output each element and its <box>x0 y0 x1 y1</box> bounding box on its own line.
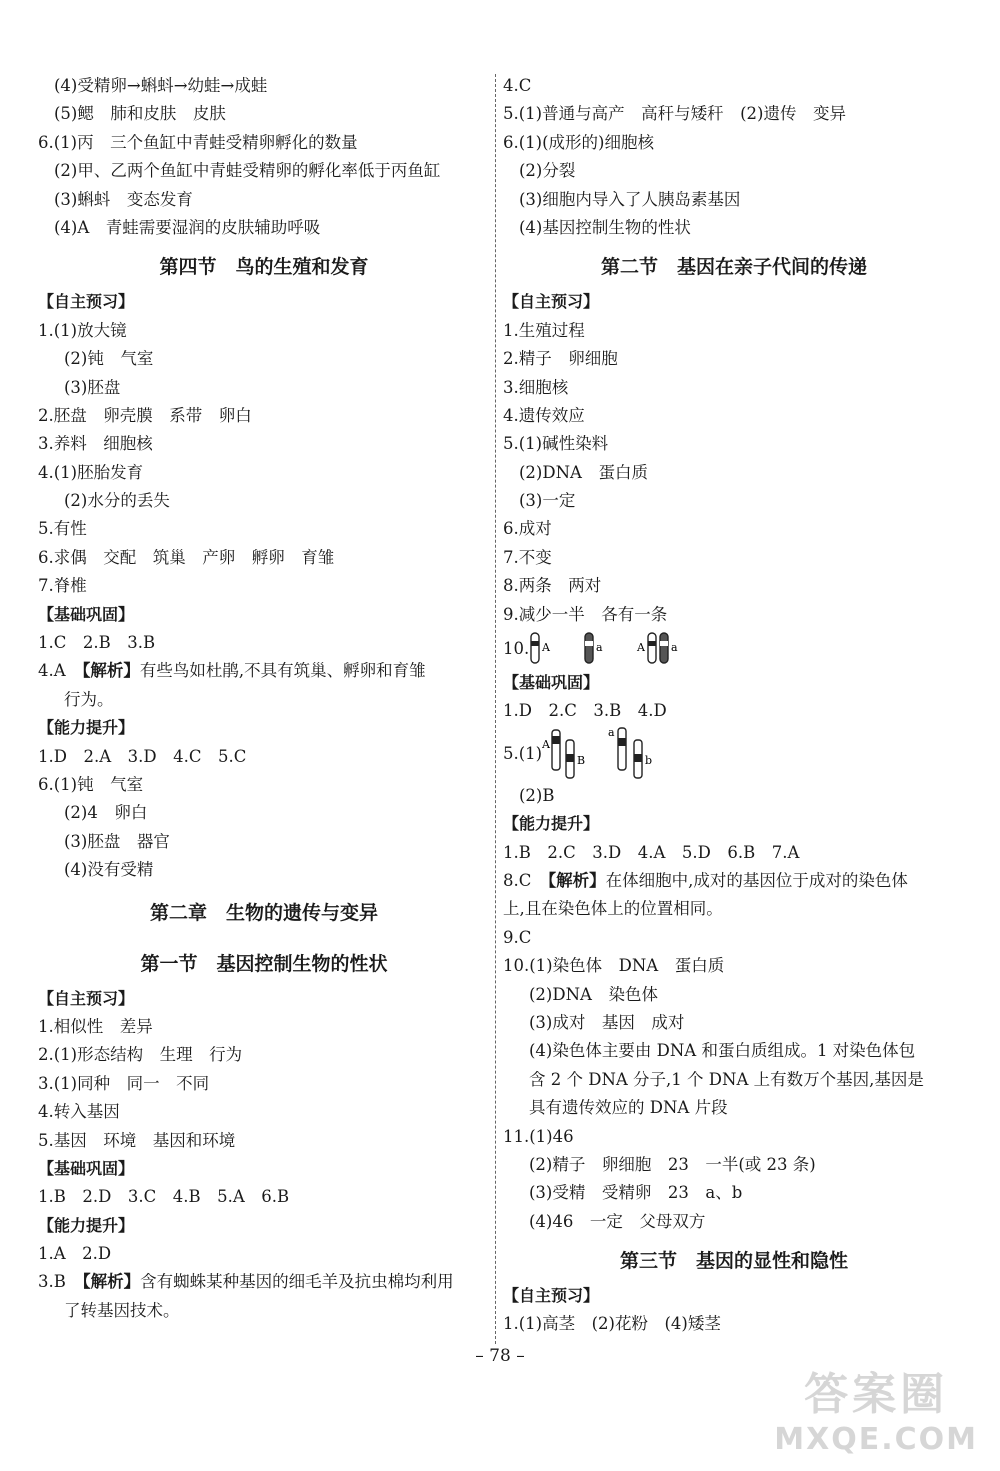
section-title: 第一节 基因控制生物的性状 <box>140 952 388 975</box>
answer-line: (2)DNA 蛋白质 <box>519 462 648 482</box>
answer-line: (3)受精 受精卵 23 a、b <box>529 1183 743 1203</box>
answer-line: 6.成对 <box>503 519 552 539</box>
subsection-heading: 【自主预习】 <box>503 292 600 312</box>
answer-line: (2)精子 卵细胞 23 一半(或 23 条) <box>529 1154 816 1174</box>
answer-line-figure <box>503 629 965 669</box>
answer-line: 5.(1)碱性染料 <box>503 434 609 454</box>
answer-line: (2)4 卵白 <box>64 803 148 823</box>
chromosome-single <box>552 730 560 770</box>
subsection-heading: 【能力提升】 <box>38 1215 135 1235</box>
section-title: 第二节 基因在亲子代间的传递 <box>600 256 867 279</box>
answer-line: (4)没有受精 <box>64 860 154 880</box>
answer-line: 1.D 2.C 3.B 4.D <box>503 701 667 721</box>
answer-line: 4.遗传效应 <box>503 405 585 425</box>
gene-label: a <box>596 641 603 655</box>
subsection-heading: 【能力提升】 <box>38 718 135 738</box>
answer-line: 3.细胞核 <box>503 377 569 397</box>
answer-line: (2)水分的丢失 <box>64 491 170 511</box>
subsection-heading: 【自主预习】 <box>38 292 135 312</box>
answer-line: 4.转入基因 <box>38 1102 120 1122</box>
section-title: 第三节 基因的显性和隐性 <box>619 1250 848 1273</box>
answer-line: (4)染色体主要由 DNA 和蛋白质组成。1 对染色体包 <box>529 1041 916 1061</box>
gene-label: a <box>608 725 615 739</box>
answer-line: 了转基因技术。 <box>64 1300 180 1320</box>
answer-line: 8.两条 两对 <box>503 576 602 596</box>
answer-line: (2)DNA 染色体 <box>529 984 658 1004</box>
answer-line: (3)一定 <box>519 491 576 511</box>
answer-line: 6.(1)丙 三个鱼缸中青蛙受精卵孵化的数量 <box>38 132 358 152</box>
gene-label: A <box>637 641 646 655</box>
answer-line: 行为。 <box>64 689 114 709</box>
answer-line: 3.养料 细胞核 <box>38 434 153 454</box>
answer-line: 1.A 2.D <box>38 1244 112 1264</box>
answer-line: (4)基因控制生物的性状 <box>519 217 691 237</box>
gene-label: A <box>542 737 551 751</box>
answer-line: (3)胚盘 <box>64 377 121 397</box>
gene-label: A <box>542 641 551 655</box>
answer-line: 10.(1)染色体 DNA 蛋白质 <box>503 956 725 976</box>
answer-line: (2)分裂 <box>519 161 576 181</box>
subsection-heading: 【基础巩固】 <box>38 1158 135 1178</box>
chromosome-figure <box>542 726 702 782</box>
answer-line <box>38 657 490 685</box>
subsection-heading: 【基础巩固】 <box>38 604 135 624</box>
subsection-heading: 【自主预习】 <box>38 988 135 1008</box>
answer-line: 5.(1)普通与高产 高秆与矮秆 (2)遗传 变异 <box>503 104 846 124</box>
answer-line: 5.有性 <box>38 519 87 539</box>
answer-line: (4)受精卵→蝌蚪→幼蛙→成蛙 <box>54 76 268 95</box>
answer-line: (2)甲、乙两个鱼缸中青蛙受精卵的孵化率低于丙鱼缸 <box>54 161 441 181</box>
chromosome-single <box>618 728 626 770</box>
answer-line: 6.(1)(成形的)细胞核 <box>503 132 654 152</box>
answer-number: 5.(1) <box>503 743 543 763</box>
answer-line: 1.D 2.A 3.D 4.C 5.C <box>38 746 247 766</box>
answer-text: 4.A <box>38 661 83 681</box>
answer-line <box>38 1268 490 1296</box>
answer-line: 7.不变 <box>503 547 552 567</box>
answer-line: 1.B 2.D 3.C 4.B 5.A 6.B <box>38 1187 290 1207</box>
answer-number: 10. <box>503 638 530 658</box>
answer-line: 4.C <box>503 76 532 95</box>
answer-line: 4.(1)胚胎发育 <box>38 462 144 482</box>
answer-line: 1.生殖过程 <box>503 320 585 340</box>
analysis-text: 有些鸟如杜鹃,不具有筑巢、孵卵和育雏 <box>139 661 426 681</box>
answer-line-figure <box>503 726 965 782</box>
analysis-text: 含有蜘蛛某种基因的细毛羊及抗虫棉均利用 <box>140 1272 454 1292</box>
chromosome-single <box>634 740 642 778</box>
section-title: 第四节 鸟的生殖和发育 <box>159 256 369 279</box>
watermark-url: MXQE.COM <box>774 1422 978 1457</box>
answer-line: (3)蝌蚪 变态发育 <box>54 189 193 209</box>
chromosome-figure <box>529 629 719 669</box>
answer-line: 1.C 2.B 3.B <box>38 633 156 653</box>
answer-line: 含 2 个 DNA 分子,1 个 DNA 上有数万个基因,基因是 <box>529 1069 924 1089</box>
answer-text: 3.B <box>38 1272 83 1292</box>
answer-line: 9.减少一半 各有一条 <box>503 604 668 624</box>
answer-line: 11.(1)46 <box>503 1126 574 1146</box>
answer-line: 具有遗传效应的 DNA 片段 <box>529 1098 728 1118</box>
answer-line: 2.(1)形态结构 生理 行为 <box>38 1045 243 1065</box>
analysis-tag: 【解析】 <box>547 870 606 890</box>
answer-line: 1.相似性 差异 <box>38 1016 153 1036</box>
subsection-heading: 【能力提升】 <box>503 814 600 834</box>
answer-line <box>503 867 965 895</box>
subsection-heading: 【自主预习】 <box>503 1286 600 1306</box>
answer-line: 2.胚盘 卵壳膜 系带 卵白 <box>38 405 252 425</box>
gene-label: a <box>671 641 678 655</box>
analysis-text: 在体细胞中,成对的基因位于成对的染色体 <box>605 870 908 890</box>
chromosome-single <box>531 633 539 663</box>
answer-line: 3.(1)同种 同一 不同 <box>38 1073 210 1093</box>
answer-line: 上,且在染色体上的位置相同。 <box>503 899 723 919</box>
answer-line: (3)细胞内导入了人胰岛素基因 <box>519 189 741 209</box>
answer-line: 6.(1)钝 气室 <box>38 774 144 794</box>
page-number: – 78 – <box>475 1346 525 1366</box>
answer-line: 1.(1)放大镜 <box>38 320 127 340</box>
answer-line: (3)胚盘 器官 <box>64 831 170 851</box>
answer-line: 7.脊椎 <box>38 576 87 596</box>
left-column <box>38 72 490 1325</box>
answer-line: 9.C <box>503 927 532 947</box>
answer-line: (2)B <box>519 785 555 805</box>
chromosome-pair <box>648 633 668 663</box>
analysis-tag: 【解析】 <box>82 661 140 681</box>
right-column <box>503 72 965 1339</box>
answer-text: 8.C <box>503 870 548 890</box>
analysis-tag: 【解析】 <box>82 1272 141 1292</box>
watermark-logo <box>774 1358 978 1457</box>
answer-line: (4)46 一定 父母双方 <box>529 1211 706 1231</box>
column-divider <box>495 74 496 1344</box>
answer-line: 2.精子 卵细胞 <box>503 349 618 369</box>
gene-label: B <box>577 753 586 767</box>
answer-line: (5)鳃 肺和皮肤 皮肤 <box>54 104 226 124</box>
answer-line: (3)成对 基因 成对 <box>529 1012 685 1032</box>
answer-line: 1.B 2.C 3.D 4.A 5.D 6.B 7.A <box>503 842 800 862</box>
watermark-title: 答案圈 <box>804 1369 949 1420</box>
answer-line: 5.基因 环境 基因和环境 <box>38 1130 236 1150</box>
chapter-title: 第二章 生物的遗传与变异 <box>149 901 378 924</box>
gene-label: b <box>645 753 653 767</box>
answer-line: (4)A 青蛙需要湿润的皮肤辅助呼吸 <box>54 217 321 237</box>
answer-line: 6.求偶 交配 筑巢 产卵 孵卵 育雏 <box>38 547 335 567</box>
chromosome-single <box>566 740 574 778</box>
chromosome-single <box>585 633 593 663</box>
answer-line: (2)钝 气室 <box>64 349 154 369</box>
answer-line: 1.(1)高茎 (2)花粉 (4)矮茎 <box>503 1314 721 1334</box>
subsection-heading: 【基础巩固】 <box>503 673 600 693</box>
